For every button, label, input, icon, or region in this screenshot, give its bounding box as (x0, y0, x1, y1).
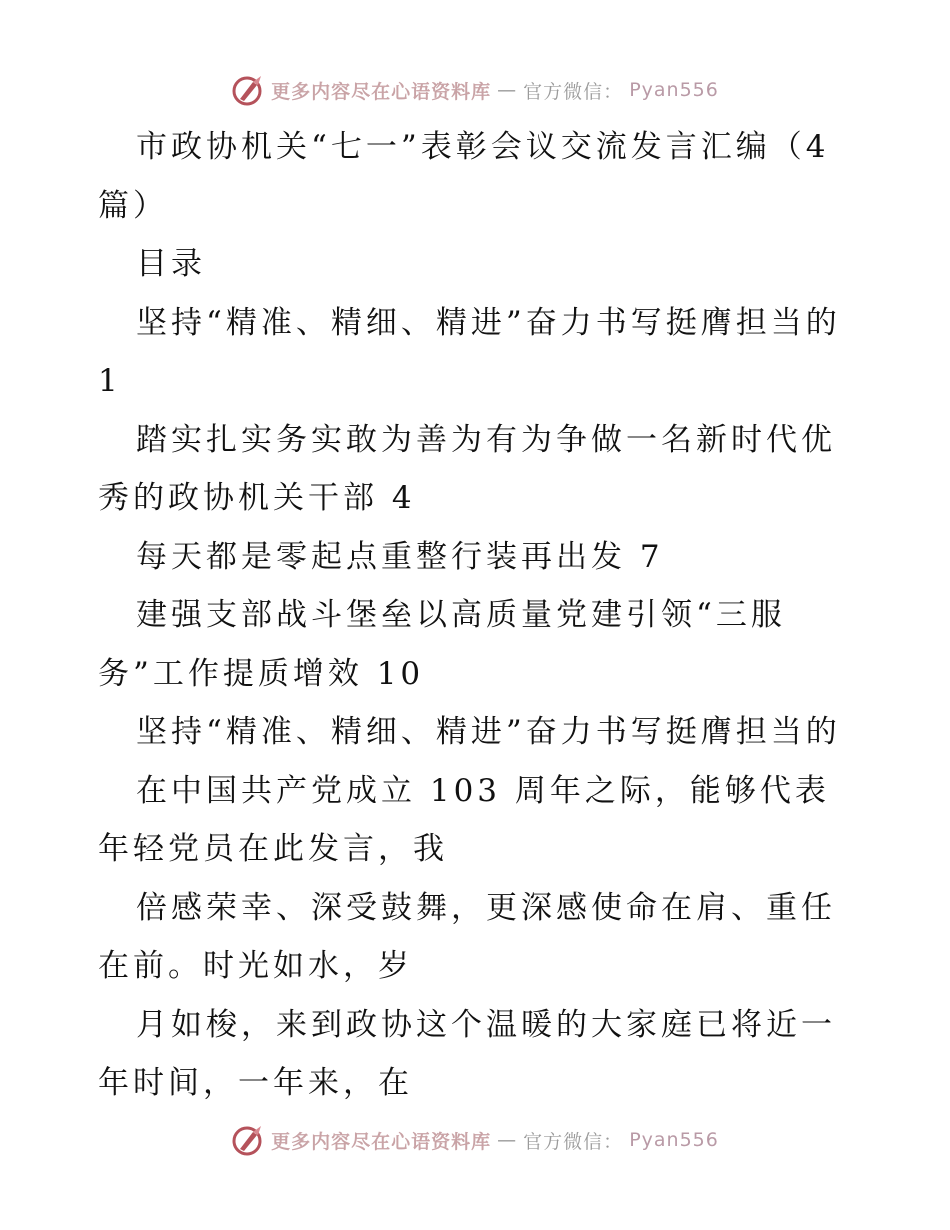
watermark-separator: — (497, 1129, 518, 1151)
watermark-wechat-id: Pyan556 (629, 79, 719, 101)
header-watermark (0, 70, 950, 110)
watermark-separator: — (497, 79, 518, 101)
watermark-site: 更多内容尽在心语资料库 (271, 1130, 492, 1153)
body-paragraph: 月如梭，来到政协这个温暖的大家庭已将近一年时间，一年来，在 (98, 1006, 836, 1101)
footer-watermark (0, 1120, 950, 1160)
section-title: 坚持“精准、精细、精进”奋力书写挺膺担当的 (136, 714, 841, 750)
watermark-label: 官方微信： (523, 80, 624, 103)
toc-entry-1[interactable]: 坚持“精准、精细、精进”奋力书写挺膺担当的1 (98, 304, 841, 399)
watermark-wechat-id: Pyan556 (629, 1129, 719, 1151)
quill-pen-icon (231, 73, 265, 107)
quill-pen-icon (231, 1123, 265, 1157)
toc-entry-3[interactable]: 每天都是零起点重整行装再出发 7 (136, 538, 664, 575)
toc-entry-2[interactable]: 踏实扎实务实敢为善为有为争做一名新时代优秀的政协机关干部 4 (98, 421, 836, 516)
body-paragraph: 在中国共产党成立 103 周年之际，能够代表年轻党员在此发言，我 (98, 772, 830, 867)
toc-entry-4[interactable]: 建强支部战斗堡垒以高质量党建引领“三服务”工作提质增效 10 (98, 597, 786, 692)
toc-heading: 目录 (136, 246, 206, 282)
watermark-site: 更多内容尽在心语资料库 (271, 80, 492, 103)
watermark-label: 官方微信： (523, 1130, 624, 1153)
document-body (98, 118, 858, 1113)
body-paragraph: 倍感荣幸、深受鼓舞，更深感使命在肩、重任在前。时光如水，岁 (98, 889, 836, 984)
document-title: 市政协机关“七一”表彰会议交流发言汇编（4篇） (98, 129, 830, 224)
